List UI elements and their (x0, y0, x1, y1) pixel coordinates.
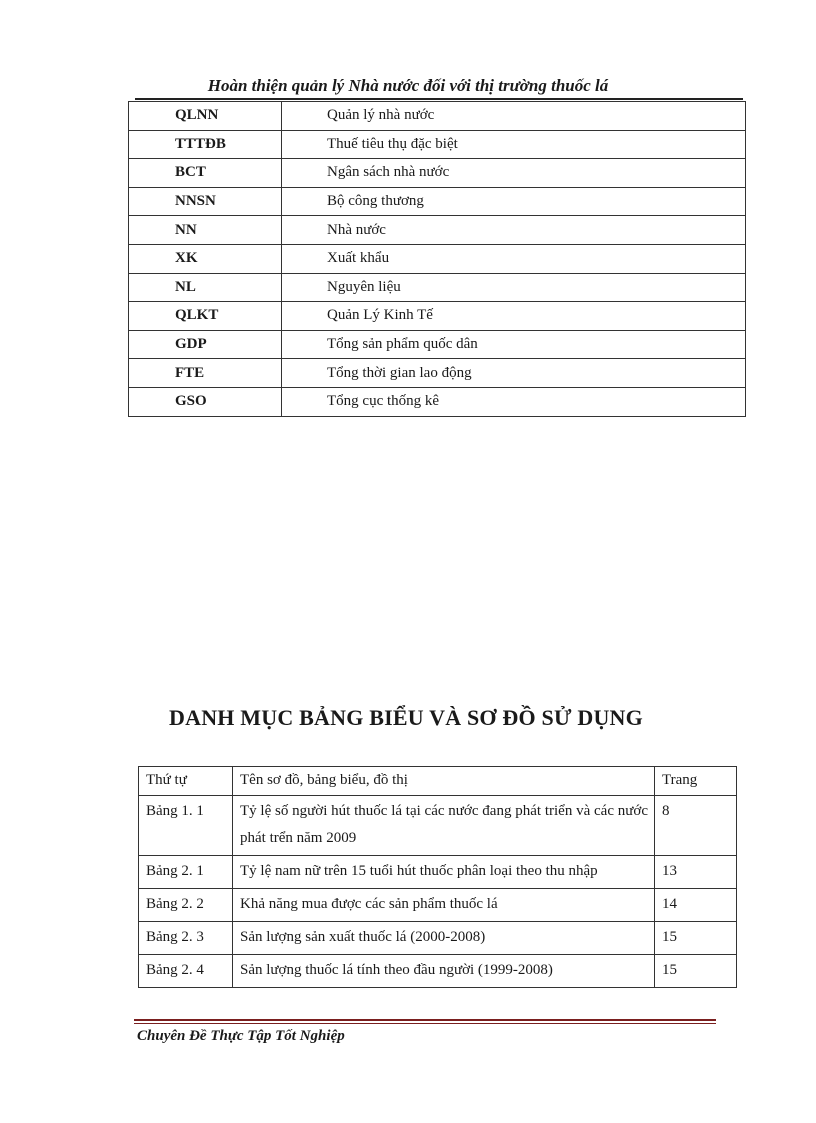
abbreviation-meaning: Nhà nước (282, 216, 746, 245)
row-title: Sản lượng thuốc lá tính theo đầu người (1999-2008) (233, 955, 655, 988)
row-order: Bảng 2. 4 (139, 955, 233, 988)
abbreviation-code: FTE (129, 359, 282, 388)
abbreviation-meaning: Tổng sản phẩm quốc dân (282, 330, 746, 359)
table-row (139, 955, 737, 988)
row-order: Bảng 2. 1 (139, 856, 233, 889)
row-title: Tỷ lệ số người hút thuốc lá tại các nước đang phát triển và các nước phát trển năm 2009 (233, 796, 655, 856)
abbreviation-meaning: Nguyên liệu (282, 273, 746, 302)
row-page: 8 (655, 796, 737, 856)
page-footer-text: Chuyên Đề Thực Tập Tốt Nghiệp (137, 1028, 345, 1044)
abbreviation-code: NN (129, 216, 282, 245)
table-row (129, 130, 746, 159)
row-order: Bảng 2. 2 (139, 889, 233, 922)
table-row (139, 796, 737, 856)
table-row (139, 889, 737, 922)
abbreviation-meaning: Tổng cục thống kê (282, 387, 746, 416)
table-row (129, 187, 746, 216)
table-row (129, 330, 746, 359)
row-page: 15 (655, 922, 737, 955)
table-row (129, 216, 746, 245)
section-heading: DANH MỤC BẢNG BIỂU VÀ SƠ ĐỒ SỬ DỤNG (169, 705, 643, 730)
row-page: 15 (655, 955, 737, 988)
abbreviation-meaning: Tổng thời gian lao động (282, 359, 746, 388)
row-title: Khả năng mua được các sản phẩm thuốc lá (233, 889, 655, 922)
abbreviation-table (128, 101, 746, 417)
table-row (129, 244, 746, 273)
table-header-row (139, 767, 737, 796)
abbreviation-code: XK (129, 244, 282, 273)
abbreviation-code: QLNN (129, 102, 282, 131)
table-row (129, 359, 746, 388)
abbreviation-meaning: Quản Lý Kinh Tế (282, 302, 746, 331)
table-row (129, 273, 746, 302)
abbreviation-meaning: Quản lý nhà nước (282, 102, 746, 131)
abbreviation-code: TTTĐB (129, 130, 282, 159)
column-header-page: Trang (655, 767, 737, 796)
abbreviation-code: QLKT (129, 302, 282, 331)
row-page: 13 (655, 856, 737, 889)
column-header-order: Thứ tự (139, 767, 233, 796)
header-divider (135, 98, 743, 100)
abbreviation-code: NL (129, 273, 282, 302)
table-row (129, 102, 746, 131)
abbreviation-meaning: Bộ công thương (282, 187, 746, 216)
row-title: Tỷ lệ nam nữ trên 15 tuổi hút thuốc phân loại theo thu nhập (233, 856, 655, 889)
row-page: 14 (655, 889, 737, 922)
tables-list-table (138, 766, 737, 988)
row-order: Bảng 1. 1 (139, 796, 233, 856)
abbreviation-meaning: Ngân sách nhà nước (282, 159, 746, 188)
table-row (129, 159, 746, 188)
abbreviation-meaning: Thuế tiêu thụ đặc biệt (282, 130, 746, 159)
column-header-title: Tên sơ đồ, bảng biểu, đồ thị (233, 767, 655, 796)
footer-divider-thin (134, 1023, 716, 1024)
abbreviation-code: NNSN (129, 187, 282, 216)
row-order: Bảng 2. 3 (139, 922, 233, 955)
table-row (129, 302, 746, 331)
table-row (139, 856, 737, 889)
abbreviation-meaning: Xuất khẩu (282, 244, 746, 273)
footer-divider (134, 1019, 716, 1021)
table-row (139, 922, 737, 955)
abbreviation-code: BCT (129, 159, 282, 188)
page-header-title: Hoàn thiện quản lý Nhà nước đối với thị trường thuốc lá (207, 76, 609, 95)
table-row (129, 387, 746, 416)
abbreviation-code: GDP (129, 330, 282, 359)
abbreviation-code: GSO (129, 387, 282, 416)
row-title: Sản lượng sản xuất thuốc lá (2000-2008) (233, 922, 655, 955)
